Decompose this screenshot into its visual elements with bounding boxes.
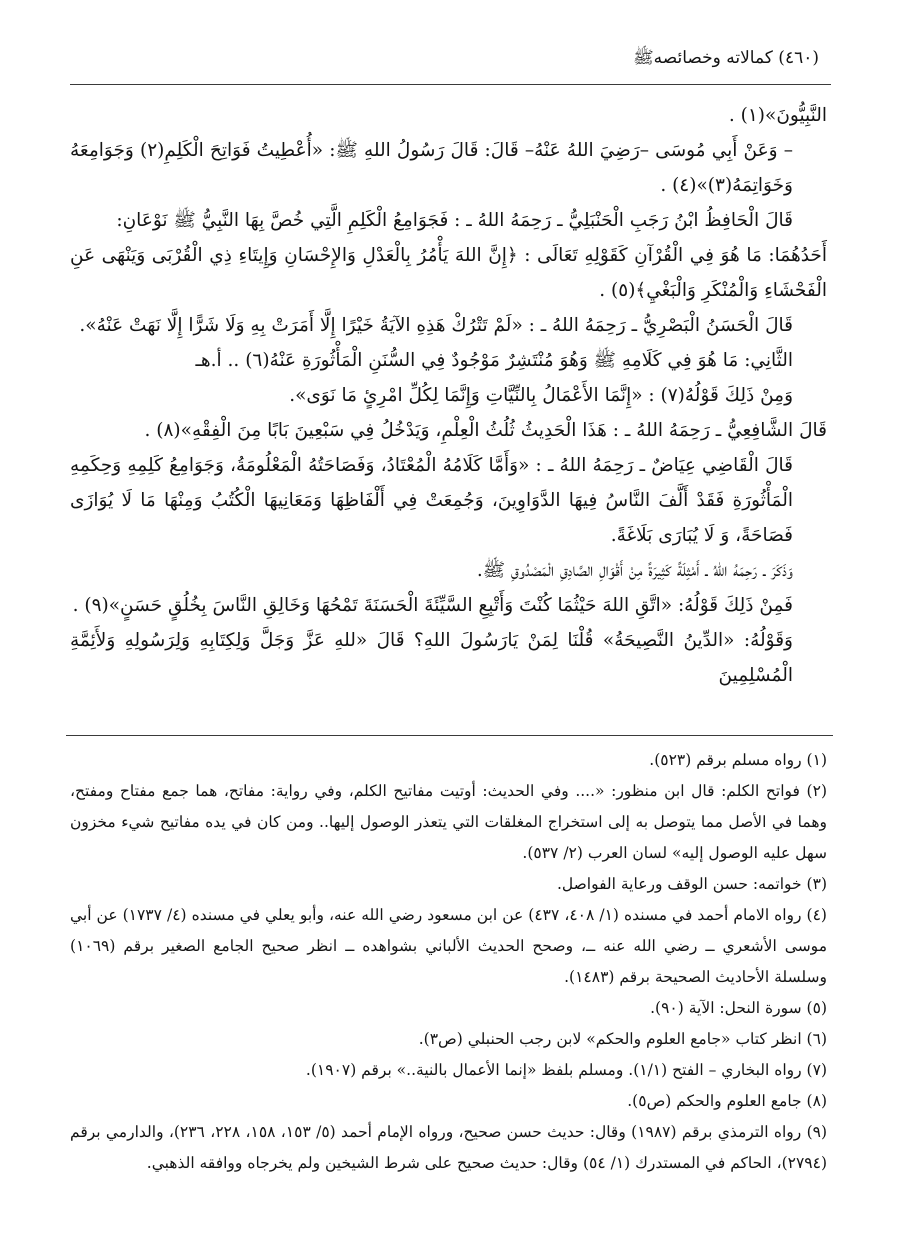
paragraph: أَحَدُهُمَا: مَا هُوَ فِي الْقُرْآنِ كَقَوْلِهِ تَعَالَى : ﴿إِنَّ اللهَ يَأْمُرُ بِالْعَدْلِ وَالإِحْسَانِ وَإِيتَاءِ ذِي الْقُرْبَى وَيَنْهَى عَنِ الْفَحْشَاءِ وَالْمُنْكَرِ وَالْبَغْيِ﴾(٥) . xyxy=(70,245,827,301)
footnote: (٢) فواتح الكلم: قال ابن منظور: «.... وفي الحديث: أوتيت مفاتيح الكلم، وفي رواية: مفاتح، هما جمع مفتاح ومفتح، وهما في الأصل مما يتوصل به إلى استخراج المغلقات التي يتعذر الوصول إليها.. ومن كان في يده مفاتيح شيء مخزون سهل عليه الوصول إليه» لسان العرب (٢/ ٥٣٧). xyxy=(70,782,827,862)
paragraph: قَالَ الْحَسَنُ الْبَصْرِيُّ ـ رَحِمَهُ اللهُ ـ : «لَمْ تَتْرُكْ هَذِهِ الآيَةُ خَيْرًا إِلَّا أَمَرَتْ بِهِ وَلَا شَرًّا إِلَّا نَهَتْ عَنْهُ». xyxy=(79,315,793,336)
paragraph: النَّبِيُّونَ»(١) . xyxy=(728,105,827,126)
paragraph: قَالَ الْقَاضِي عِيَاضٌ ـ رَحِمَهُ اللهُ ـ : «وَأَمَّا كَلَامُهُ الْمُعْتَادُ، وَفَصَاحَتُهُ الْمَعْلُومَةُ، وَجَوَامِعُ كَلِمِهِ وَحِكَمِهِ الْمَأْثُورَةِ فَقَدْ أَلَّفَ النَّاسُ فِيهَا الدَّوَاوِينَ، وَجُمِعَتْ فِي أَلْفَاظِهَا وَمَعَانِيهَا الْكُتُبُ وَمِنْهَا مَا لَا يُوَازَى فَصَاحَةً، وَ لَا يُبَارَى بَلَاغَةً. xyxy=(70,455,793,546)
footnote: (٨) جامع العلوم والحكم (ص٥). xyxy=(627,1092,827,1110)
footnote: (٣) خواتمه: حسن الوقف ورعاية الفواصل. xyxy=(556,875,827,893)
paragraph: قَالَ الْحَافِظُ ابْنُ رَجَبِ الْحَنْبَلِيُّ ـ رَحِمَهُ اللهُ ـ : فَجَوَامِعُ الْكَلِمِ الَّتِي خُصَّ بِهَا النَّبِيُّ ﷺ نَوْعَانِ: xyxy=(116,210,793,231)
header-divider xyxy=(70,84,831,85)
paragraph: فَمِنْ ذَلِكَ قَوْلُهُ: «اتَّقِ اللهَ حَيْثُمَا كُنْتَ وَأَتْبِعِ السَّيِّئَةَ الْحَسَنَةَ تَمْحُهَا وَخَالِقِ النَّاسَ بِخُلُقٍ حَسَنٍ»(٩) . xyxy=(72,595,793,616)
footnote: (٩) رواه الترمذي برقم (١٩٨٧) وقال: حديث حسن صحيح، ورواه الإمام أحمد (٥/ ١٥٣، ١٥٨، ٢٢٨، ٢٣٦)، والدارمي برقم (٢٧٩٤)، الحاكم في المستدرك (١/ ٥٤) وقال: حديث صحيح على شرط الشيخين ولم يخرجاه ووافقه الذهبي. xyxy=(70,1123,828,1172)
footnote: (٧) رواه البخاري – الفتح (١/١). ومسلم بلفظ «إنما الأعمال بالنية..» برقم (١٩٠٧). xyxy=(305,1061,827,1079)
paragraph: وَمِنْ ذَلِكَ قَوْلُهُ(٧) : «إِنَّمَا الأَعْمَالُ بِالنِّيَّاتِ وَإِنَّمَا لِكُلِّ امْرِئٍ مَا نَوَى». xyxy=(289,385,793,406)
running-header: (٤٦٠) كمالاته وخصائصهﷺ xyxy=(633,48,819,68)
paragraph: قَالَ الشَّافِعِيُّ ـ رَحِمَهُ اللهُ ـ : هَذَا الْحَدِيثُ ثُلُثُ الْعِلْمِ، وَيَدْخُلُ فِي سَبْعِينَ بَابًا مِنَ الْفِقْهِ»(٨) . xyxy=(144,420,827,441)
footnote: (١) رواه مسلم برقم (٥٢٣). xyxy=(649,751,827,769)
footnote: (٦) انظر كتاب «جامع العلوم والحكم» لابن رجب الحنبلي (ص٣). xyxy=(418,1030,827,1048)
paragraph: الثَّانِي: مَا هُوَ فِي كَلَامِهِ ﷺ وَهُوَ مُنْتَشِرٌ مَوْجُودٌ فِي السُّنَنِ الْمَأْثُورَةِ عَنْهُ(٦) .. أ.هـ xyxy=(195,350,793,371)
main-text xyxy=(70,98,827,693)
footnote: (٤) رواه الامام أحمد في مسنده (١/ ٤٠٨، ٤٣٧) عن ابن مسعود رضي الله عنه، وأبو يعلي في مسنده (٤/ ١٧٣٧) عن أبي موسى الأشعري ــ رضي الله عنه ــ، وصحح الحديث الألباني بشواهده ــ انظر صحيح الجامع الصغير برقم (١٠٦٩) وسلسلة الأحاديث الصحيحة برقم (١٤٨٣). xyxy=(70,906,827,986)
footnote-divider xyxy=(66,735,833,736)
paragraph: وَقَوْلُهُ: «الدِّينُ النَّصِيحَةُ» قُلْنَا لِمَنْ يَارَسُولَ اللهِ؟ قَالَ «للهِ عَزَّ وَجَلَّ وَلِكِتَابِهِ وَلِرَسُولِهِ وَلأَئِمَّةِ الْمُسْلِمِينَ xyxy=(70,630,793,686)
paragraph: – وَعَنْ أَبِي مُوسَى –رَضِيَ اللهُ عَنْهُ– قَالَ: قَالَ رَسُولُ اللهِ ﷺ: «أُعْطِيتُ فَوَاتِحَ الْكَلِمِ(٢) وَجَوَامِعَهُ وَخَوَاتِمَهُ(٣)»(٤) . xyxy=(70,140,794,196)
paragraph: وَذَكَرَ ـ رَحِمَهُ اللهُ ـ أَمْثِلَةً كَثِيرَةً مِنْ أَقْوَالِ الصَّادِقِ الْمَصْدُوقِ ﷺ. xyxy=(476,560,793,581)
footnotes xyxy=(70,745,827,1179)
footnote: (٥) سورة النحل: الآية (٩٠). xyxy=(650,999,827,1017)
